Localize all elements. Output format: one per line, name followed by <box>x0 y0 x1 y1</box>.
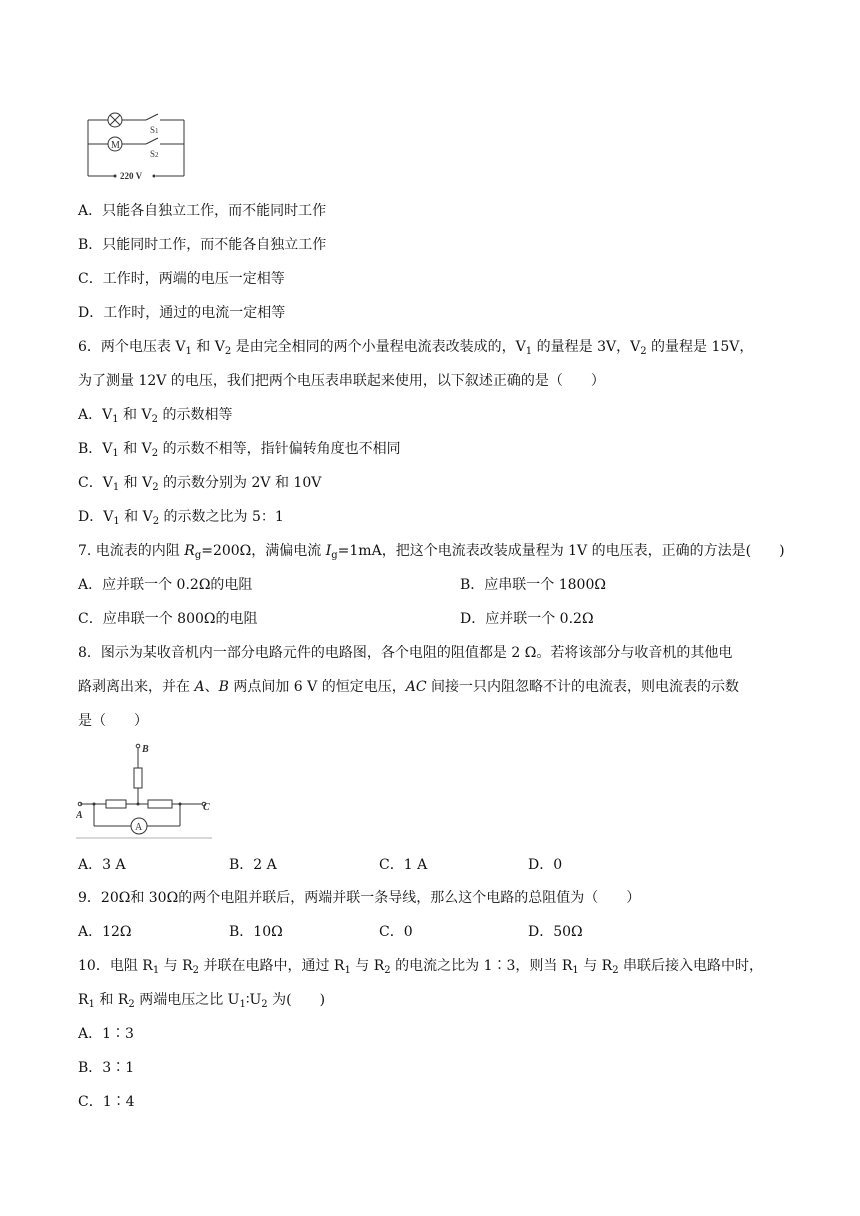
q10-stem-line2: $R_1$ 和 $R_2$ 两端电压之比 $U_1∶U_2$ 为( ) <box>78 992 326 1010</box>
q7-option-c: C．应串联一个 800Ω的电阻 <box>78 611 258 627</box>
q6-option-c: C．$V_1$ 和 $V_2$ 的示数分别为 2V 和 10V <box>78 475 322 493</box>
q5-option-d: D．工作时，通过的电流一定相等 <box>78 305 286 321</box>
q7-option-a: A．应并联一个 0.2Ω的电阻 <box>78 577 253 593</box>
fig-point-c: C <box>203 802 210 813</box>
fig-ammeter-label: A <box>135 822 143 833</box>
q7-stem: 7. 电流表的内阻 $R_g=200\Omega$，满偏电流 $I_g=1mA$，把这个电流表改装成量程为 1V 的电压表，正确的方法是( ) <box>78 543 785 561</box>
q5-option-a: A．只能各自独立工作，而不能同时工作 <box>78 203 327 219</box>
voltage-label: 220 V <box>120 171 143 181</box>
q9-option-d: D．50Ω <box>528 924 583 940</box>
q8-option-c: C．1 A <box>379 857 428 873</box>
q8-stem-line2: 路剥离出来，并在 A、B 两点间加 6 V 的恒定电压，AC 间接一只内阻忽略不计的电流表，则电流表的示数 <box>78 679 739 695</box>
q8-option-b: B．2 A <box>229 857 277 873</box>
q10-option-b: B．3∶1 <box>78 1060 135 1076</box>
q6-stem-line2: 为了测量 12V 的电压，我们把两个电压表串联起来使用，以下叙述正确的是（ ） <box>78 373 605 389</box>
q6-option-a: A．$V_1$ 和 $V_2$ 的示数相等 <box>78 407 233 425</box>
q10-option-c: C．1∶4 <box>78 1094 135 1110</box>
q9-option-b: B．10Ω <box>229 924 283 940</box>
q7-option-b: B．应串联一个 1800Ω <box>460 577 606 593</box>
q10-stem-line1: 10．电阻 $R_1$ 与 $R_2$ 并联在电路中，通过 $R_1$ 与 $R_2$ 的电流之比为 1∶3，则当 $R_1$ 与 $R_2$ 串联后接入电路中时， <box>78 958 764 976</box>
fig-point-a: A <box>76 810 83 821</box>
fig-point-b: B <box>142 744 149 755</box>
q6-option-d: D．$V_1$ 和 $V_2$ 的示数之比为 5：1 <box>78 509 284 527</box>
motor-label: M <box>111 140 120 151</box>
q8-stem-line3: 是（ ） <box>78 713 148 729</box>
q8-stem-line1: 8．图示为某收音机内一部分电路元件的电路图，各个电阻的阻值都是 2 Ω。若将该部分与收音机的其他电 <box>78 645 733 661</box>
q8-option-d: D．0 <box>528 857 563 873</box>
q9-option-c: C．0 <box>379 924 413 940</box>
q7-option-d: D．应并联一个 0.2Ω <box>460 611 594 627</box>
q9-stem: 9．20Ω和 30Ω的两个电阻并联后，两端并联一条导线，那么这个电路的总阻值为（ ） <box>78 890 641 906</box>
switch-s2-label: S2 <box>150 149 159 159</box>
q9-option-a: A．12Ω <box>78 924 132 940</box>
switch-s1-label: S1 <box>150 125 159 135</box>
q10-option-a: A．1∶3 <box>78 1026 134 1042</box>
q6-stem-line1: 6．两个电压表 $V_1$ 和 $V_2$ 是由完全相同的两个小量程电流表改装成的，$V_1$ 的量程是 3V，$V_2$ 的量程是 15V， <box>78 339 754 357</box>
q6-option-b: B．$V_1$ 和 $V_2$ 的示数不相等，指针偏转角度也不相同 <box>78 441 401 459</box>
lamp-motor-circuit-figure <box>84 108 194 182</box>
q8-option-a: A．3 A <box>78 857 126 873</box>
q5-option-c: C．工作时，两端的电压一定相等 <box>78 271 285 287</box>
resistor-ammeter-circuit-figure <box>76 740 212 840</box>
q5-option-b: B．只能同时工作，而不能各自独立工作 <box>78 237 327 253</box>
